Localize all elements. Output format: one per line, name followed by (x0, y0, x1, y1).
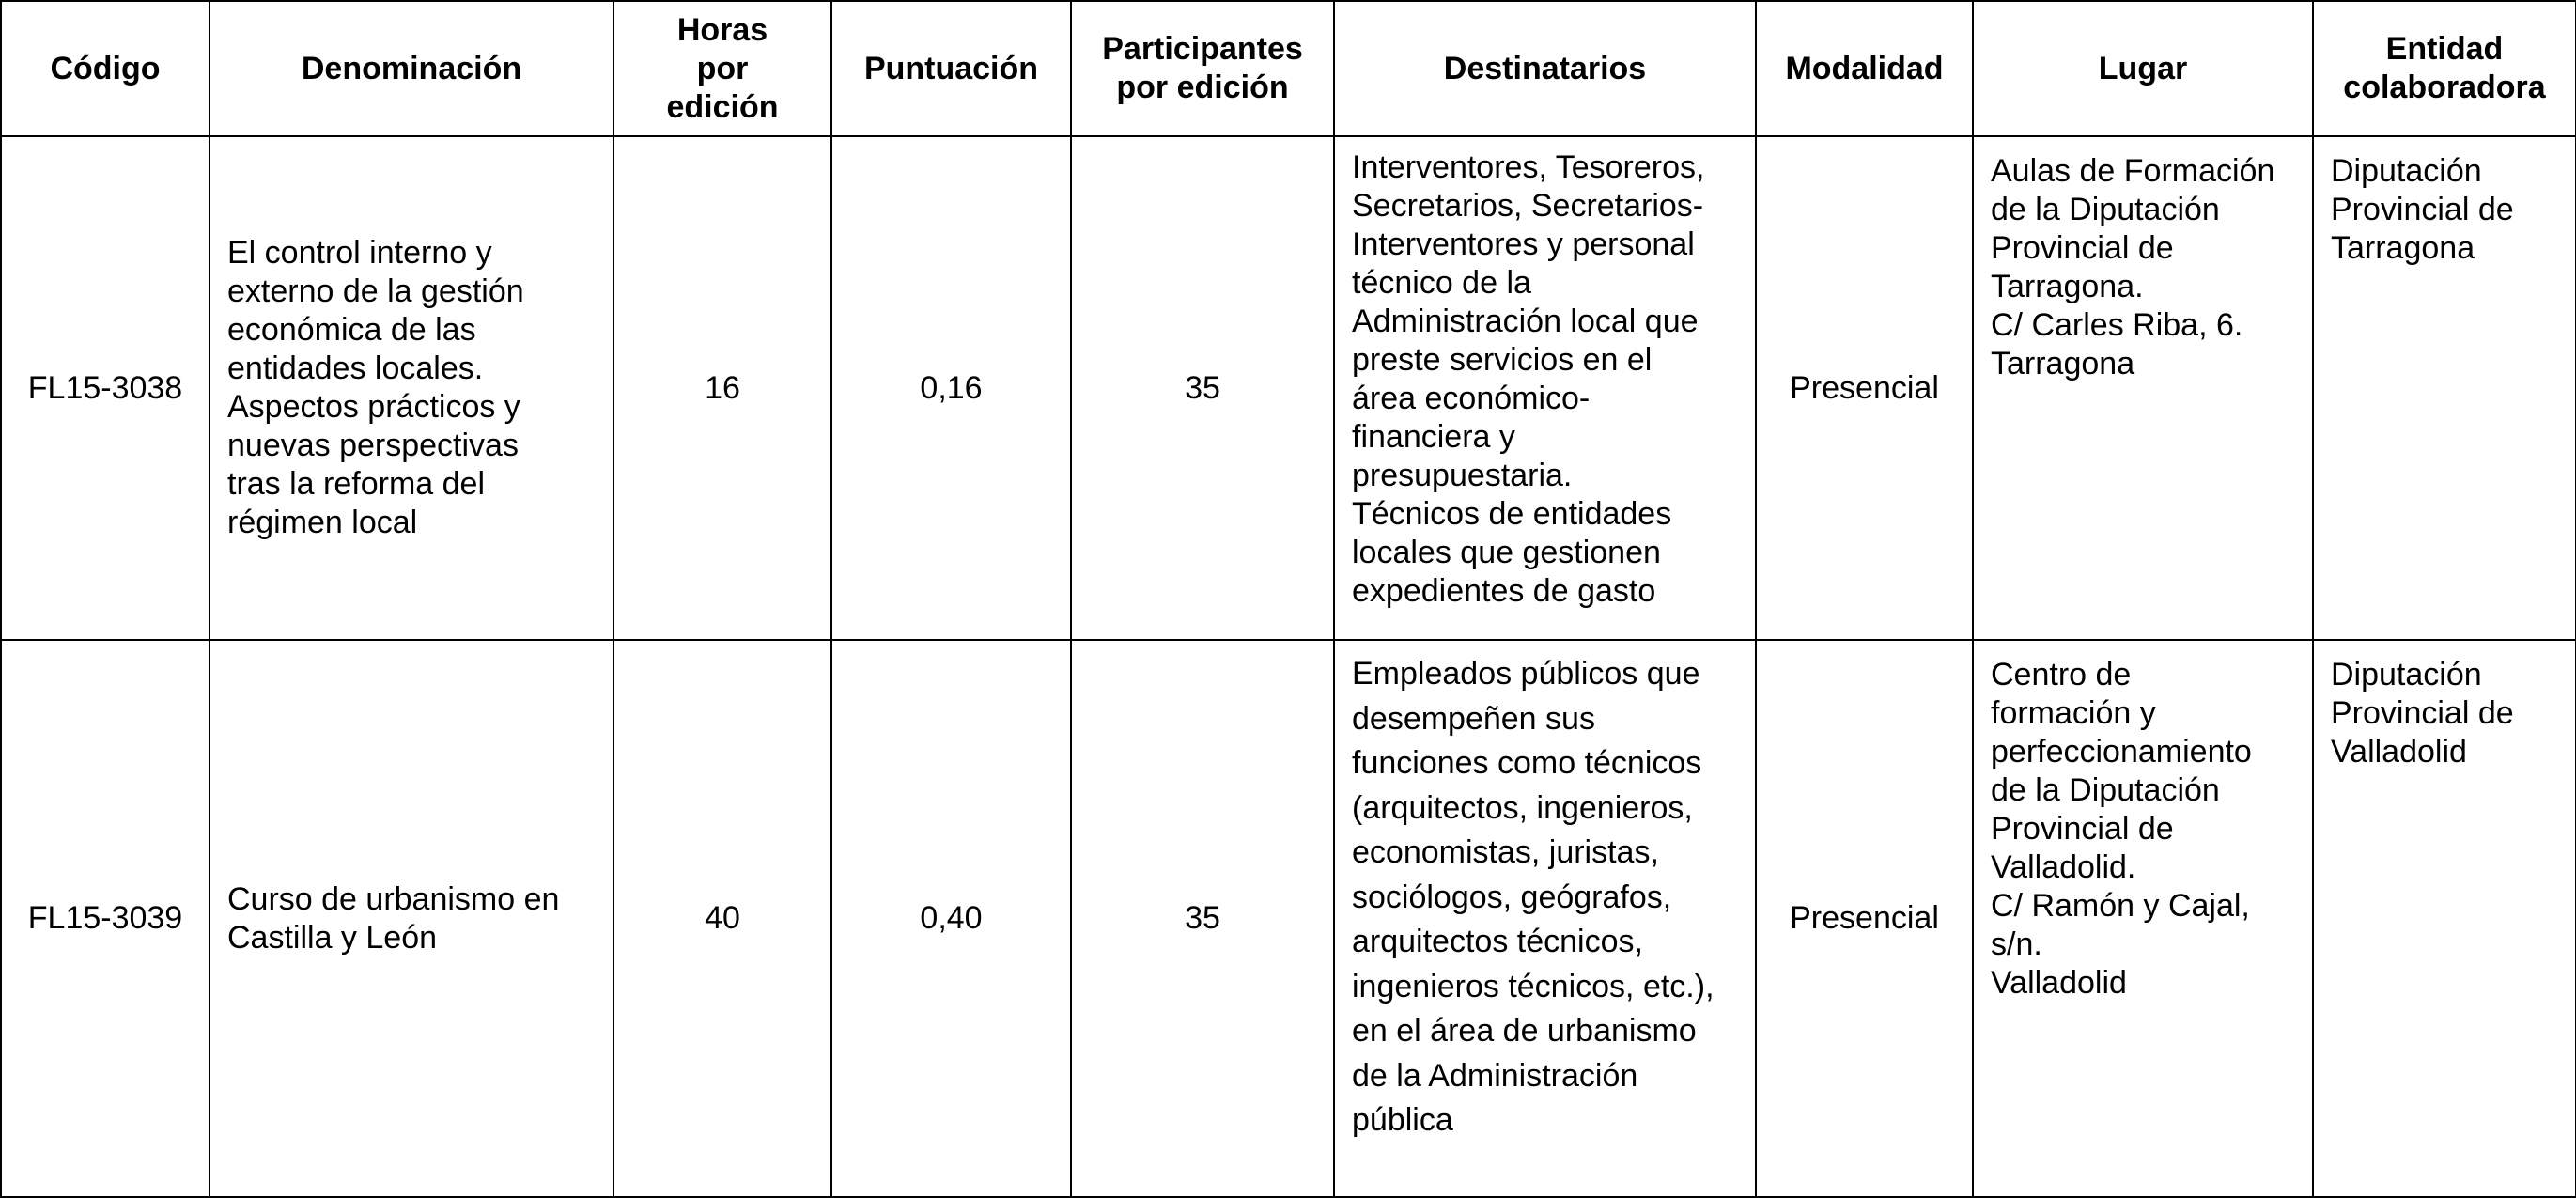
cell-codigo: FL15-3039 (1, 640, 209, 1197)
header-participantes: Participantes por edición (1071, 1, 1334, 136)
cell-puntuacion: 0,40 (831, 640, 1071, 1197)
cell-entidad: Diputación Provincial de Tarragona (2313, 136, 2576, 640)
header-horas: Horas por edición (613, 1, 831, 136)
cell-lugar: Aulas de Formación de la Diputación Provincial de Tarragona. C/ Carles Riba, 6. Tarragona (1973, 136, 2313, 640)
header-row (1, 1, 2576, 136)
cell-destinatarios: Empleados públicos que desempeñen sus funciones como técnicos (arquitectos, ingenieros, economistas, juristas, sociólogos, geógrafos, arquitectos técnicos, ingenieros técnicos, etc.), en el área de urbanismo de la Administración pública (1334, 640, 1756, 1197)
cell-modalidad: Presencial (1756, 640, 1973, 1197)
table-row (1, 136, 2576, 640)
cell-destinatarios: Interventores, Tesoreros, Secretarios, Secretarios- Interventores y personal técnico de la Administración local que preste servicios en el área económico- financiera y presupuestaria. Técnicos de entidades locales que gestionen expedientes de gasto (1334, 136, 1756, 640)
header-entidad: Entidad colaboradora (2313, 1, 2576, 136)
header-lugar: Lugar (1973, 1, 2313, 136)
cell-codigo: FL15-3038 (1, 136, 209, 640)
header-codigo: Código (1, 1, 209, 136)
cell-horas: 40 (613, 640, 831, 1197)
header-destinatarios: Destinatarios (1334, 1, 1756, 136)
cell-denominacion: El control interno y externo de la gestión económica de las entidades locales. Aspectos prácticos y nuevas perspectivas tras la reforma del régimen local (209, 136, 613, 640)
header-modalidad: Modalidad (1756, 1, 1973, 136)
header-denominacion: Denominación (209, 1, 613, 136)
cell-participantes: 35 (1071, 136, 1334, 640)
cell-puntuacion: 0,16 (831, 136, 1071, 640)
cell-horas: 16 (613, 136, 831, 640)
cell-denominacion: Curso de urbanismo en Castilla y León (209, 640, 613, 1197)
table-row (1, 640, 2576, 1197)
header-puntuacion: Puntuación (831, 1, 1071, 136)
cell-lugar: Centro de formación y perfeccionamiento de la Diputación Provincial de Valladolid. C/ Ramón y Cajal, s/n. Valladolid (1973, 640, 2313, 1197)
cell-entidad: Diputación Provincial de Valladolid (2313, 640, 2576, 1197)
cell-participantes: 35 (1071, 640, 1334, 1197)
cell-modalidad: Presencial (1756, 136, 1973, 640)
